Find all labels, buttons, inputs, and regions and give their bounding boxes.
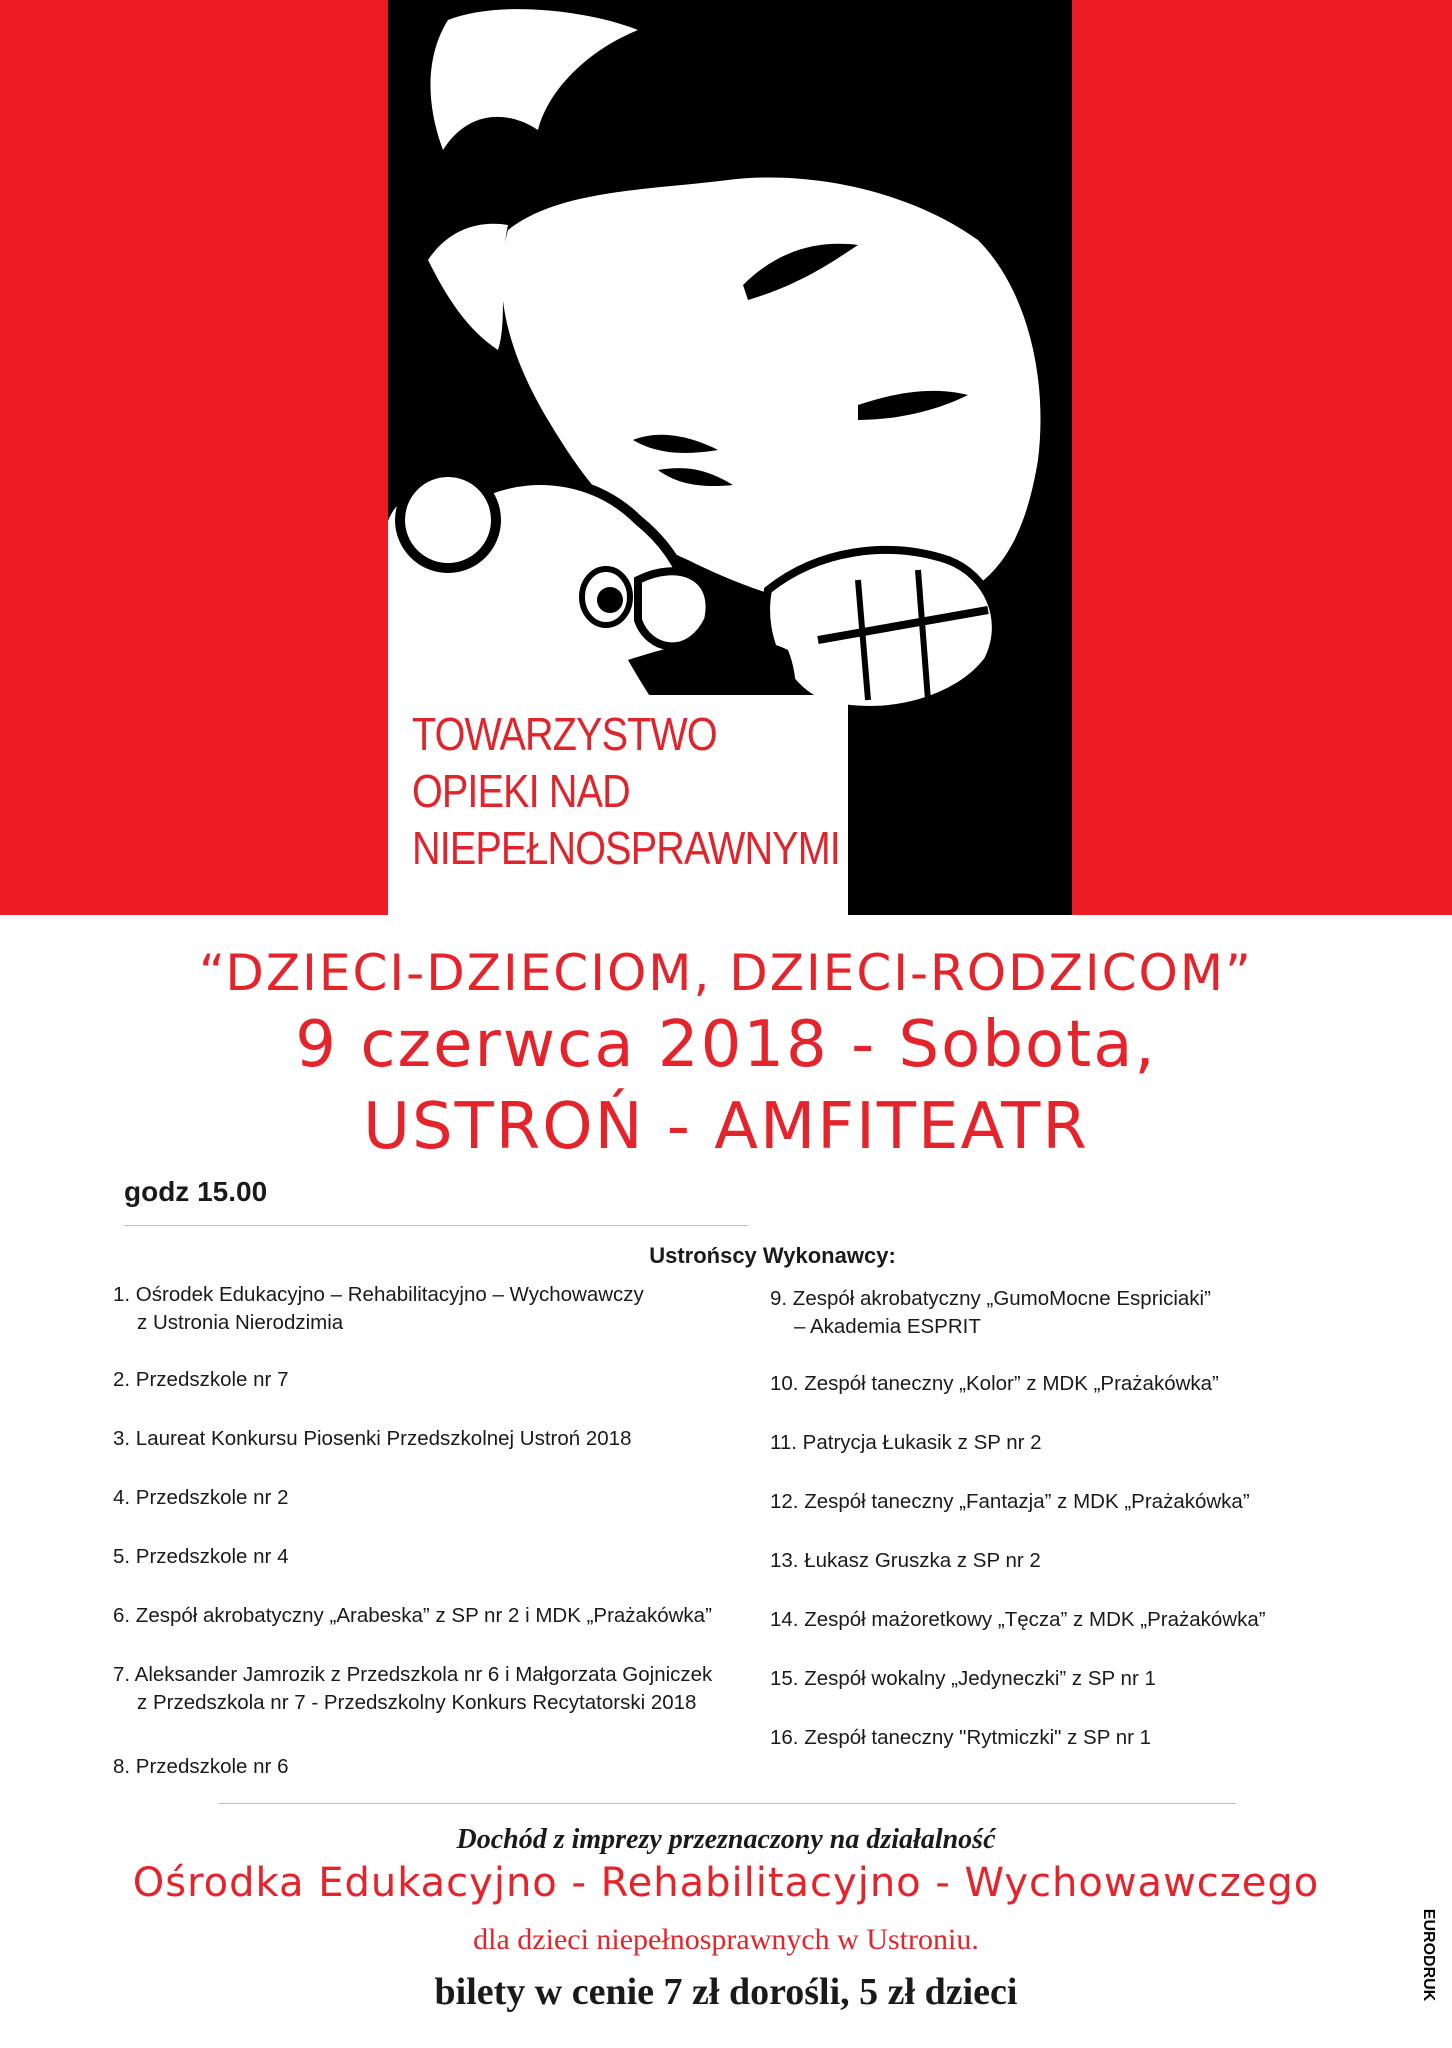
- list-item-text-line2: z Ustronia Nierodzimia: [137, 1311, 344, 1334]
- list-item-text: 6. Zespół akrobatyczny „Arabeska” z SP nr 2 i MDK „Prażakówka”: [113, 1604, 712, 1627]
- list-item-text: 16. Zespół taneczny "Rytmiczki" z SP nr 1: [770, 1726, 1152, 1749]
- logo-line-3: NIEPEŁNOSPRAWNYMI: [412, 822, 840, 874]
- event-place: USTROŃ - AMFITEATR: [363, 1090, 1089, 1164]
- list-item-text: 15. Zespół wokalny „Jedyneczki” z SP nr 1: [770, 1667, 1156, 1690]
- list-item-text: 5. Przedszkole nr 4: [113, 1545, 289, 1568]
- list-item-text: 7. Aleksander Jamrozik z Przedszkola nr 6 i Małgorzata Gojniczek: [113, 1663, 713, 1686]
- list-item: [113, 1753, 288, 1781]
- list-item: [770, 1547, 1041, 1575]
- ticket-prices: bilety w cenie 7 zł dorośli, 5 zł dzieci: [434, 1971, 1018, 2013]
- logo-line-1: TOWARZYSTWO: [412, 708, 717, 760]
- list-item-text: 1. Ośrodek Edukacyjno – Rehabilitacyjno – Wychowawczy: [113, 1283, 644, 1306]
- list-item: [113, 1281, 644, 1337]
- list-item-text-line2: z Przedszkola nr 7 - Przedszkolny Konkurs Recytatorski 2018: [137, 1691, 697, 1714]
- list-item-text-line2: – Akademia ESPRIT: [794, 1315, 981, 1338]
- event-date: 9 czerwca 2018 - Sobota,: [295, 1008, 1157, 1082]
- beneficiary-name: Ośrodka Edukacyjno - Rehabilitacyjno - Wychowawczego: [132, 1860, 1320, 1906]
- logo-line-2: OPIEKI NAD: [412, 765, 630, 817]
- performers-title: Ustrońscy Wykonawcy:: [649, 1243, 896, 1268]
- divider-bottom: [218, 1803, 1236, 1804]
- list-item-text: 11. Patrycja Łukasik z SP nr 2: [770, 1431, 1042, 1454]
- list-item: [770, 1429, 1042, 1457]
- list-item: [113, 1602, 712, 1630]
- beneficiary-description: dla dzieci niepełnosprawnych w Ustroniu.: [473, 1923, 979, 1956]
- list-item-text: 13. Łukasz Gruszka z SP nr 2: [770, 1549, 1041, 1572]
- list-item-text: 9. Zespół akrobatyczny „GumoMocne Espriciaki”: [770, 1287, 1211, 1310]
- list-item: [770, 1488, 1250, 1516]
- list-item-text: 12. Zespół taneczny „Fantazja” z MDK „Prażakówka”: [770, 1490, 1250, 1513]
- list-item: [113, 1425, 632, 1453]
- list-item: [113, 1543, 288, 1571]
- list-item-text: 3. Laureat Konkursu Piosenki Przedszkolnej Ustroń 2018: [113, 1427, 632, 1450]
- list-item: [113, 1484, 288, 1512]
- list-item: [113, 1661, 712, 1717]
- list-item-text: 10. Zespół taneczny „Kolor” z MDK „Prażakówka”: [770, 1372, 1219, 1395]
- event-slogan: “DZIECI-DZIECIOM, DZIECI-RODZICOM”: [199, 944, 1253, 1002]
- list-item: [770, 1724, 1151, 1752]
- list-item-text: 4. Przedszkole nr 2: [113, 1486, 289, 1509]
- list-item-text: 8. Przedszkole nr 6: [113, 1755, 289, 1778]
- list-item: [770, 1665, 1156, 1693]
- divider-top: [124, 1225, 748, 1226]
- income-note: Dochód z imprezy przeznaczony na działalność: [456, 1824, 996, 1855]
- printer-logo: [1406, 1900, 1442, 2010]
- list-item: [770, 1370, 1219, 1398]
- list-item: [770, 1285, 1211, 1341]
- list-item: [770, 1606, 1266, 1634]
- svg-text:EURODRUK: EURODRUK: [1420, 1908, 1437, 2002]
- organization-logo-text: [412, 706, 840, 877]
- list-item-text: 2. Przedszkole nr 7: [113, 1368, 289, 1391]
- list-item-text: 14. Zespół mażoretkowy „Tęcza” z MDK „Prażakówka”: [770, 1608, 1266, 1631]
- event-time: godz 15.00: [124, 1176, 268, 1207]
- list-item: [113, 1366, 288, 1394]
